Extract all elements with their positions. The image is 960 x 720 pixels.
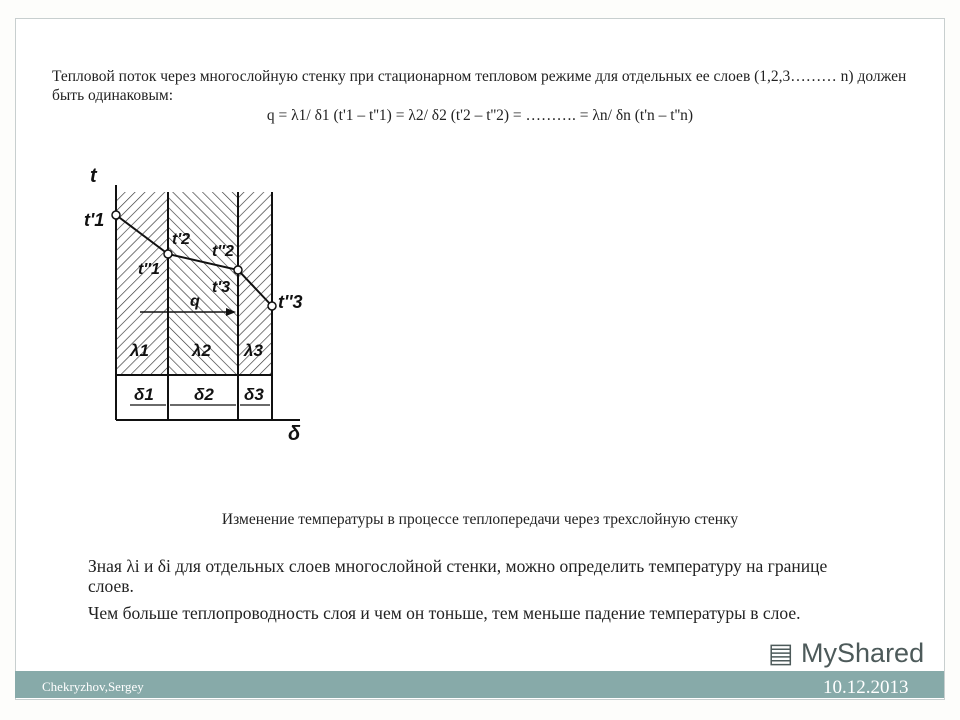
- label-t1p: t'1: [84, 210, 105, 230]
- label-t1pp: t''1: [138, 261, 160, 278]
- projector-icon: ▤: [768, 638, 794, 668]
- paragraph-2: Чем больше теплопроводность слоя и чем он тоньше, тем меньше падение температуры в слое.: [88, 603, 801, 623]
- label-delta1: δ1: [134, 385, 154, 404]
- label-lambda2: λ2: [192, 341, 211, 360]
- footer-bar: [15, 671, 944, 698]
- label-q: q: [190, 293, 200, 310]
- watermark-text: MyShared: [801, 638, 925, 668]
- label-t2pp: t''2: [212, 243, 234, 260]
- label-t3pp: t''3: [278, 292, 303, 312]
- label-lambda1: λ1: [130, 341, 149, 360]
- watermark-logo: [768, 638, 924, 668]
- figure-caption: Изменение температуры в процессе теплопередачи через трехслойную стенку: [221, 511, 739, 528]
- paragraph-1: Зная λi и δi для отдельных слоев многослойной стенки, можно определить температуру на границе слоев.: [88, 556, 828, 596]
- footer-author: Chekryzhov,Sergey: [42, 679, 144, 694]
- label-delta3: δ3: [244, 385, 264, 404]
- label-lambda3: λ3: [244, 341, 263, 360]
- label-t3p: t'3: [212, 279, 231, 296]
- label-t2p: t'2: [172, 231, 191, 248]
- intro-text: Тепловой поток через многослойную стенку при стационарном тепловом режиме для отдельных ее слоев (1,2,3……… n) должен быть одинаковым:: [52, 68, 907, 104]
- label-delta2: δ2: [194, 385, 214, 404]
- axis-delta-label: δ: [288, 423, 301, 445]
- axis-t-label: t: [90, 165, 97, 187]
- footer-date: 10.12.2013: [823, 677, 909, 698]
- formula: q = λ1/ δ1 (t'1 – t''1) = λ2/ δ2 (t'2 – t''2) = ………. = λn/ δn (t'n – t''n): [266, 107, 694, 124]
